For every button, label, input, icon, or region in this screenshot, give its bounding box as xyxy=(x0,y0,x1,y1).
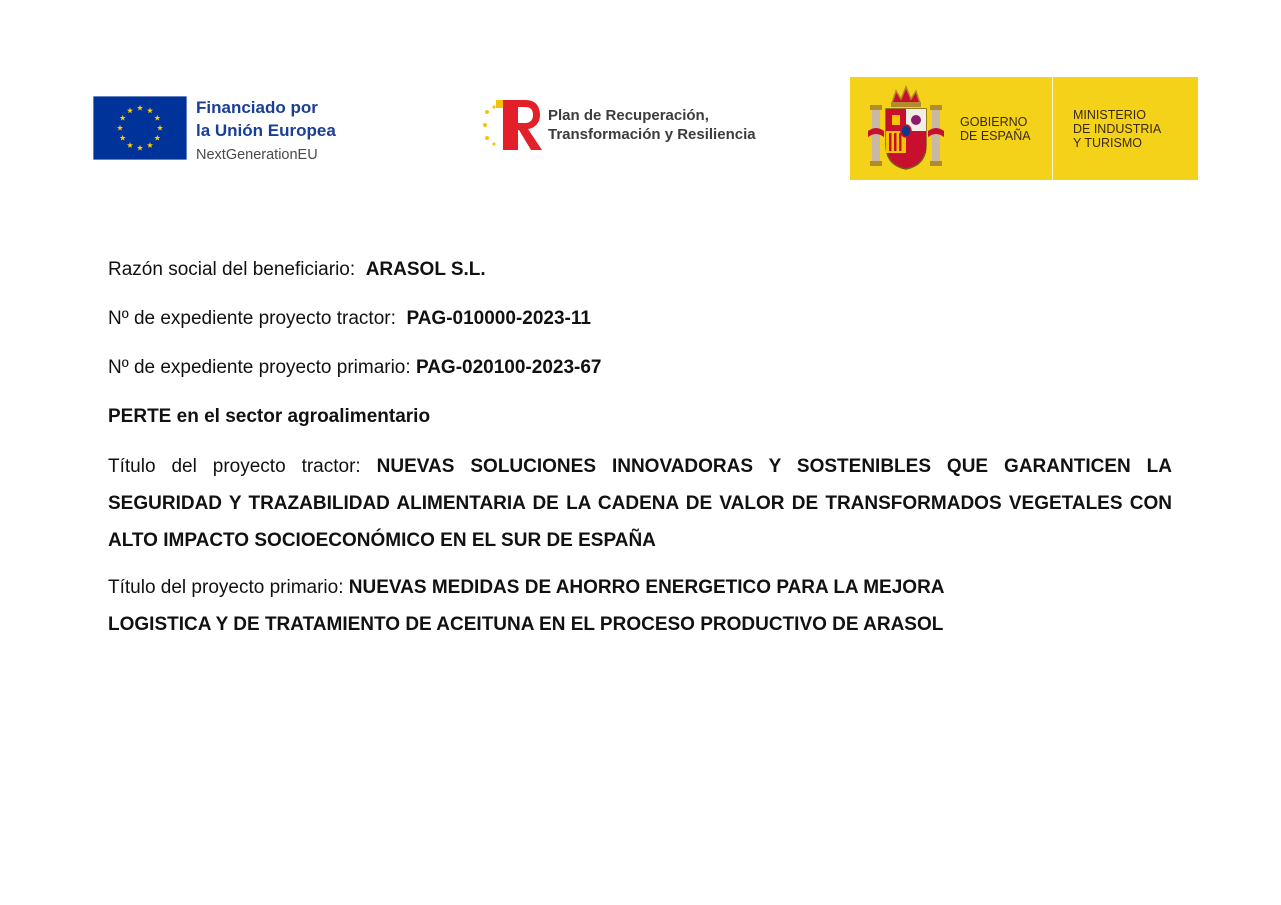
ministerio-line1: MINISTERIO xyxy=(1073,107,1146,122)
eu-flag-icon xyxy=(93,96,187,160)
logo-divider xyxy=(1052,77,1053,180)
gobierno-line2: DE ESPAÑA xyxy=(960,128,1031,143)
razon-social-value: ARASOL S.L. xyxy=(365,259,486,280)
gobierno-text xyxy=(960,115,1052,143)
gobierno-line1: GOBIERNO xyxy=(960,114,1028,129)
prtr-tr-icon xyxy=(482,98,544,152)
eu-logo-line3: NextGenerationEU xyxy=(196,147,318,163)
ministerio-line2: DE INDUSTRIA xyxy=(1073,121,1162,136)
eu-logo-line2: la Unión Europea xyxy=(196,121,336,140)
perte-heading: PERTE en el sector agroalimentario xyxy=(108,406,431,427)
titulo-primario-label: Título del proyecto primario: xyxy=(108,577,344,598)
expediente-tractor-label: Nº de expediente proyecto tractor: xyxy=(108,308,396,329)
expediente-tractor-value: PAG-010000-2023-11 xyxy=(406,308,591,329)
ministerio-line3: Y TURISMO xyxy=(1073,135,1142,150)
prtr-logo xyxy=(482,98,756,152)
titulo-tractor-value: NUEVAS SOLUCIONES INNOVADORAS Y SOSTENIBLES QUE GARANTICEN LA SEGURIDAD Y TRAZABILIDAD ALIMENTARIA DE LA CADENA DE VALOR DE TRANSFORMADOS VEGETALES CON ALTO IMPACTO SOCIOECONÓMICO EN EL SUR DE ESPAÑA xyxy=(108,456,1172,551)
titulo-primario-value-line1: NUEVAS MEDIDAS DE AHORRO ENERGETICO PARA LA MEJORA xyxy=(348,577,945,598)
expediente-primario-row xyxy=(108,356,1172,380)
expediente-primario-label: Nº de expediente proyecto primario: xyxy=(108,357,411,378)
titulo-primario-value-line2: LOGISTICA Y DE TRATAMIENTO DE ACEITUNA EN EL PROCESO PRODUCTIVO DE ARASOL xyxy=(108,614,944,635)
expediente-primario-value: PAG-020100-2023-67 xyxy=(415,357,602,378)
titulo-tractor-paragraph xyxy=(108,448,1172,559)
prtr-logo-line1: Plan de Recuperación, xyxy=(548,107,709,124)
eu-logo-text xyxy=(196,96,336,168)
prtr-logo-text xyxy=(548,106,756,144)
expediente-tractor-row xyxy=(108,307,1172,331)
prtr-logo-line2: Transformación y Resiliencia xyxy=(548,126,756,143)
document-body xyxy=(108,258,1172,643)
razon-social-row xyxy=(108,258,1172,282)
titulo-primario-paragraph xyxy=(108,569,1172,643)
coat-of-arms-icon xyxy=(868,85,944,173)
ministerio-text xyxy=(1073,108,1161,150)
gobierno-espana-logo xyxy=(850,77,1198,180)
eu-funding-logo xyxy=(93,96,336,168)
razon-social-label: Razón social del beneficiario: xyxy=(108,259,356,280)
titulo-tractor-label: Título del proyecto tractor: xyxy=(108,456,361,477)
eu-logo-line1: Financiado por xyxy=(196,98,318,117)
